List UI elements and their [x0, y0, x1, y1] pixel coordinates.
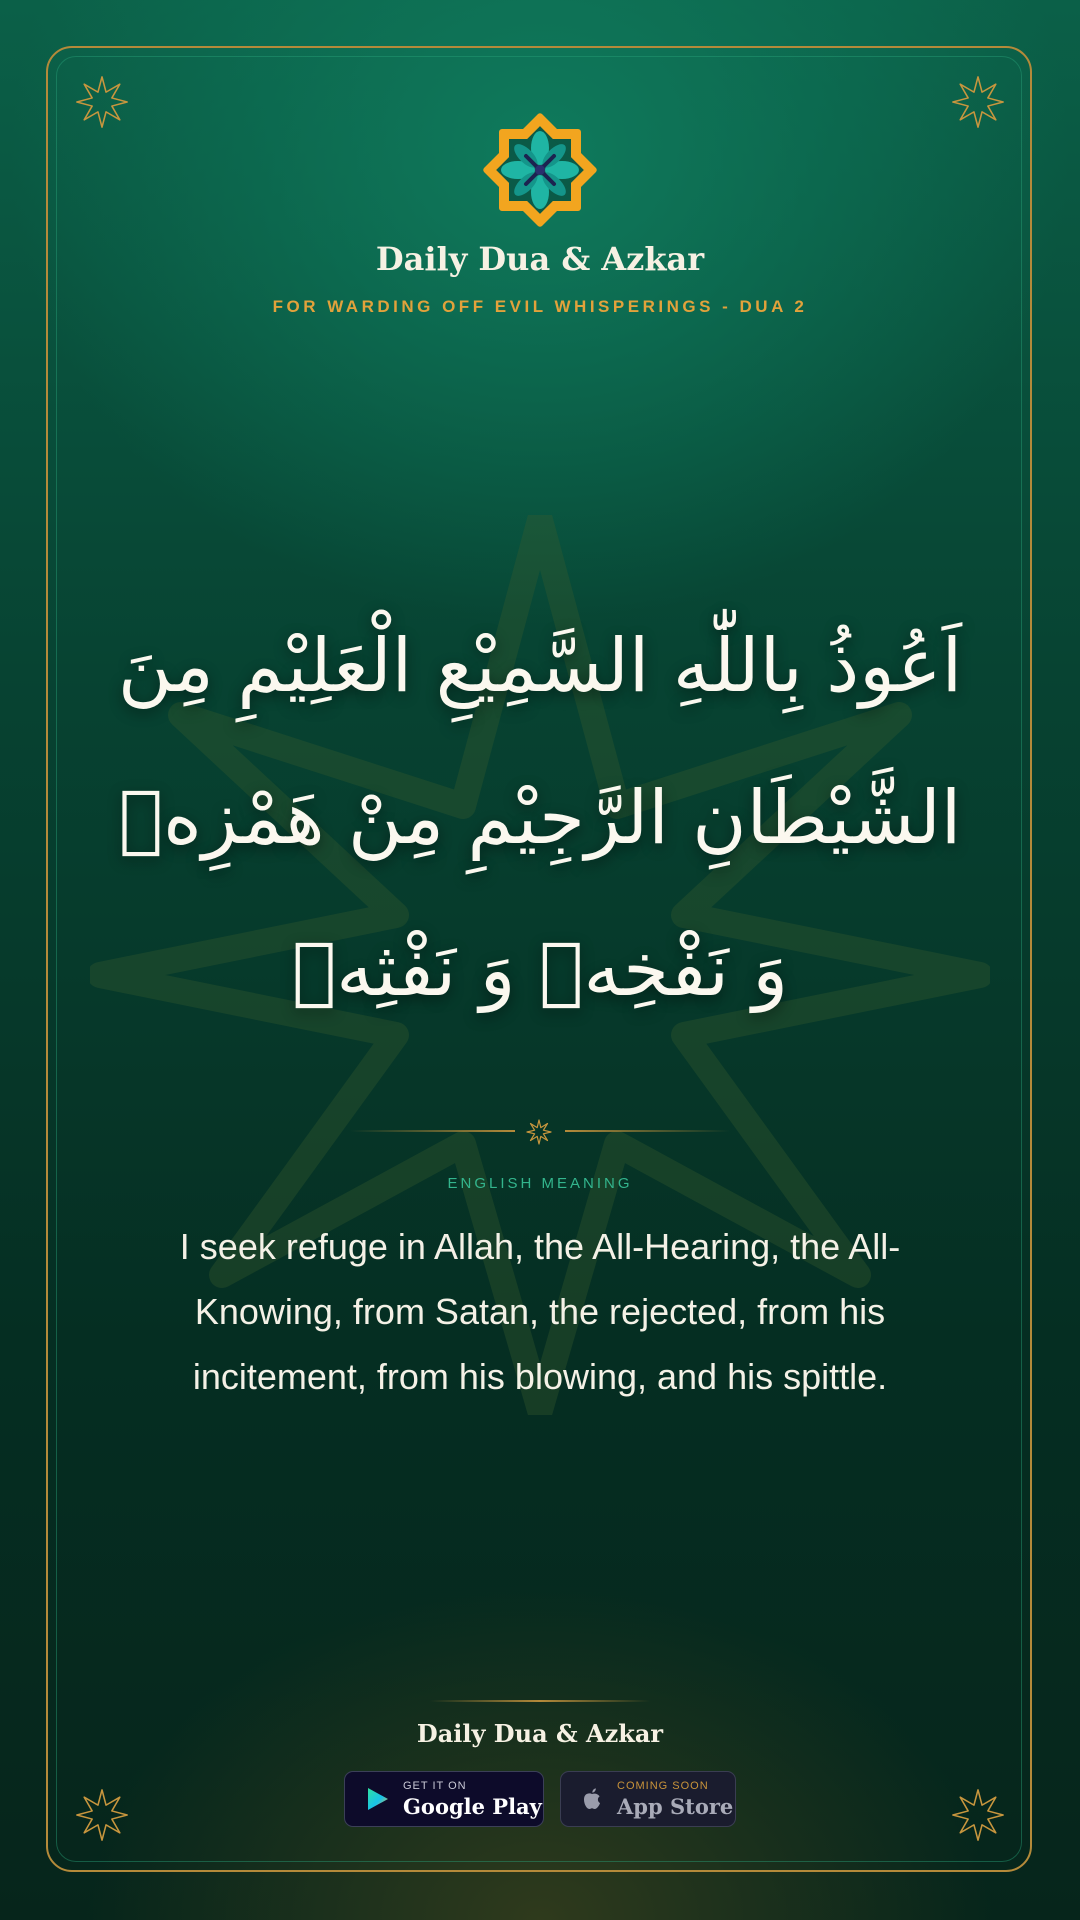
english-meaning-label: ENGLISH MEANING — [447, 1175, 633, 1192]
app-store-label: App Store — [617, 1794, 734, 1819]
arabic-dua-text: اَعُوذُ بِاللّٰهِ السَّمِيْعِ الْعَلِيْمِ مِنَ الشَّيْطَانِ الرَّجِيْمِ مِنْ هَمْزِهٖ وَ نَفْخِهٖ وَ نَفْثِهٖ — [117, 623, 963, 1013]
divider-line — [350, 1130, 515, 1132]
footer-divider — [430, 1700, 650, 1702]
corner-star-icon — [73, 73, 131, 131]
corner-star-icon — [73, 1786, 131, 1844]
divider-star-icon — [526, 1119, 552, 1145]
ornament-divider — [340, 1116, 740, 1146]
corner-star-icon — [949, 73, 1007, 131]
dua-subtitle: FOR WARDING OFF EVIL WHISPERINGS - DUA 2 — [272, 297, 808, 316]
octagram-flower-icon — [480, 110, 600, 230]
google-play-small-text: GET IT ON — [403, 1780, 467, 1792]
divider-line — [565, 1130, 730, 1132]
google-play-button[interactable] — [344, 1771, 544, 1827]
app-store-small-text: COMING SOON — [617, 1780, 709, 1792]
app-store-button[interactable] — [560, 1771, 736, 1827]
apple-icon — [581, 1787, 603, 1811]
english-translation: I seek refuge in Allah, the All-Hearing, the All-Knowing, from Satan, the rejected, from his incitement, from his blowing, and his spittle. — [179, 1226, 901, 1397]
google-play-label: Google Play — [403, 1794, 542, 1819]
corner-star-icon — [949, 1786, 1007, 1844]
app-title: Daily Dua & Azkar — [375, 240, 705, 278]
play-store-icon — [367, 1787, 389, 1811]
footer-app-title: Daily Dua & Azkar — [416, 1719, 664, 1748]
